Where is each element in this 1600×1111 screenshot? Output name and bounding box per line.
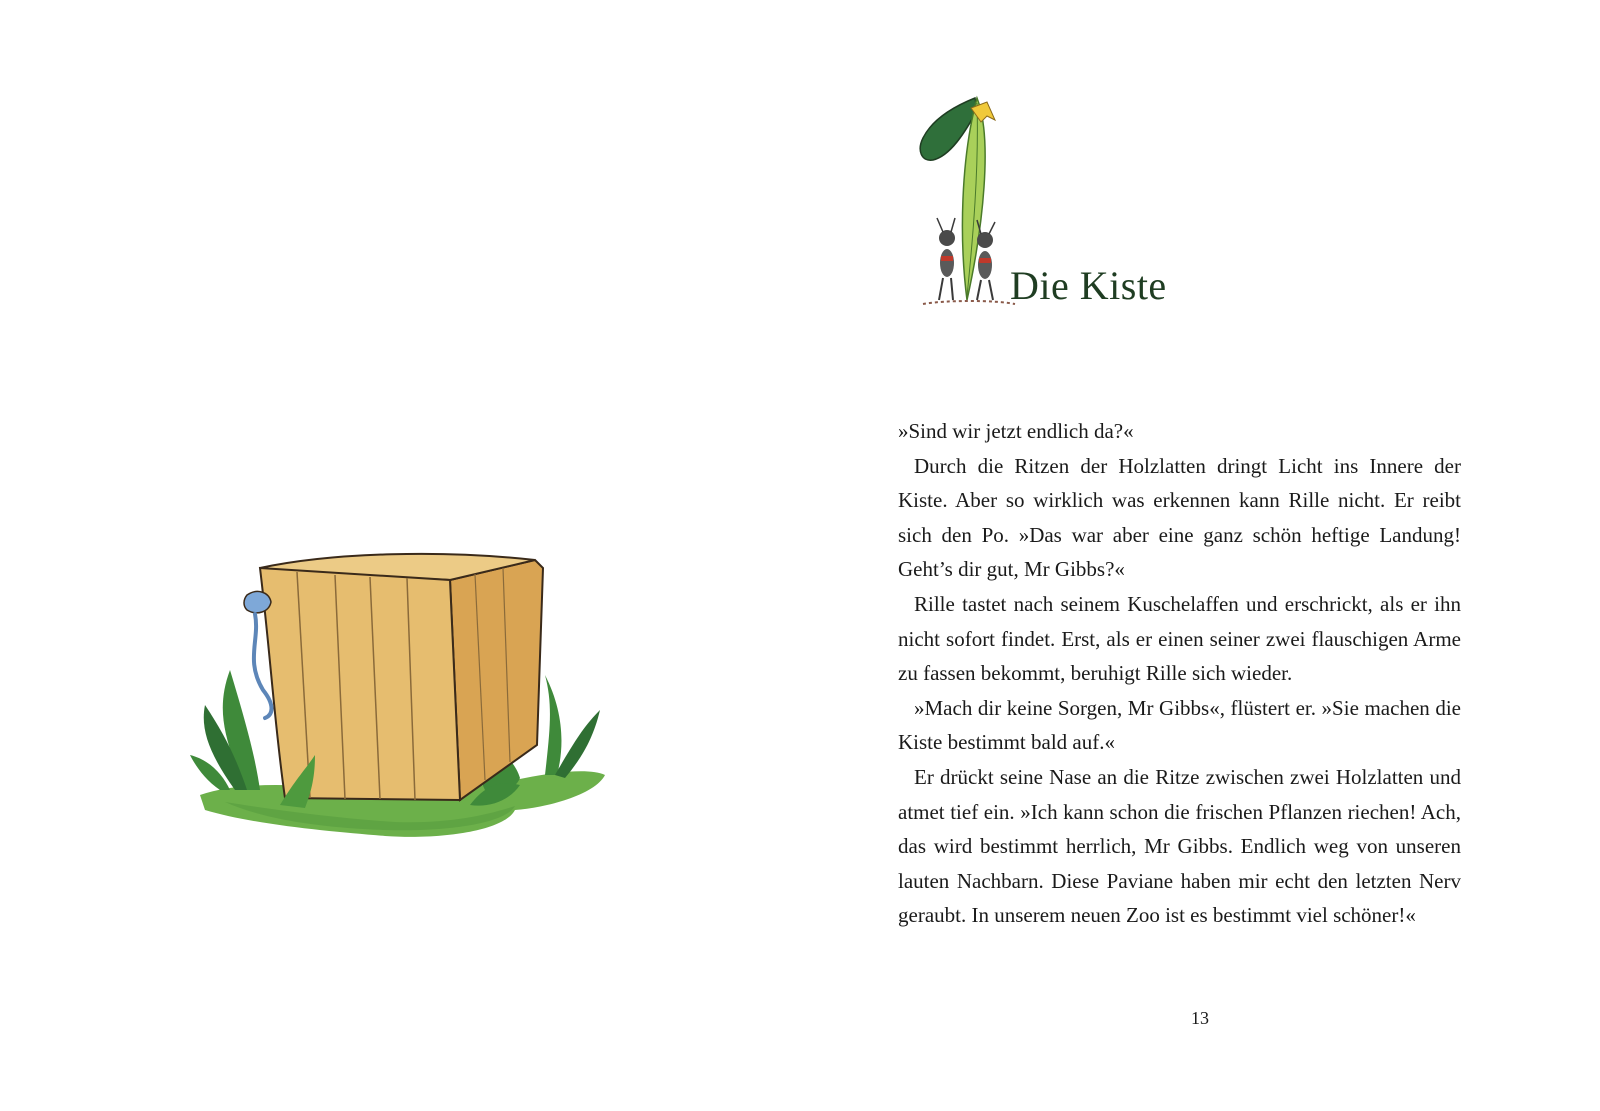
leaf-numeral-one-with-ants-icon bbox=[915, 78, 1025, 318]
wooden-crate-with-grass-icon bbox=[185, 540, 615, 860]
right-page bbox=[800, 0, 1600, 1111]
paragraph: Rille tastet nach seinem Kuschelaffen und erschrickt, als er ihn nicht sofort findet. Erst, als er einen seiner zwei flauschigen Arme zu fassen bekommt, beruhigt Rille sich wieder. bbox=[898, 591, 1461, 686]
page-number: 13 bbox=[1191, 1008, 1209, 1028]
body-text bbox=[898, 414, 1461, 933]
paragraph: »Sind wir jetzt endlich da?« bbox=[898, 419, 1134, 443]
paragraph: Er drückt seine Nase an die Ritze zwischen zwei Holzlatten und atmet tief ein. »Ich kann schon die frischen Pflanzen riechen! Ach, das wird bestimmt herrlich, Mr Gibbs. Endlich weg von unseren lauten Nachbarn. Diese Paviane haben mir echt den letzten Nerv geraubt. In unserem neuen Zoo ist es bestimmt viel schöner!« bbox=[898, 764, 1461, 928]
paragraph: Durch die Ritzen der Holzlatten dringt Licht ins Innere der Kiste. Aber so wirklich was erkennen kann Rille nicht. Er reibt sich den Po. »Das war aber eine ganz schön heftige Landung! Geht’s dir gut, Mr Gibbs?« bbox=[898, 453, 1461, 582]
paragraph: »Mach dir keine Sorgen, Mr Gibbs«, flüstert er. »Sie machen die Kiste bestimmt bald auf.« bbox=[898, 695, 1461, 755]
chapter-title: Die Kiste bbox=[1010, 263, 1167, 308]
